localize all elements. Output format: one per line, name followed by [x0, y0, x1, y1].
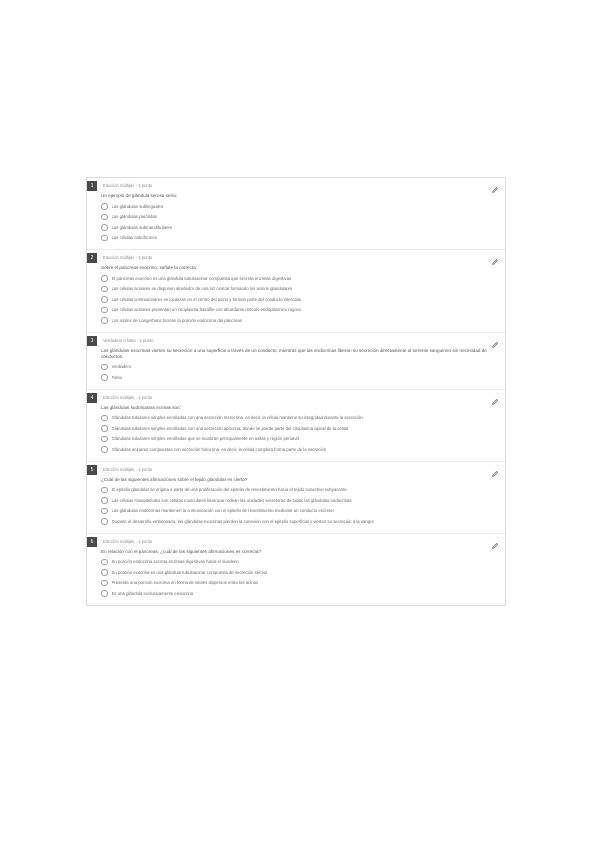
answer-option-label: Las células acinares presentan un citoplasma basófilo con abundante retículo endoplásmico rugoso	[111, 307, 302, 313]
answer-option[interactable]	[87, 372, 505, 383]
question-card	[87, 462, 505, 534]
question-stem: Sobre el páncreas exocrino, señale la correcta:	[101, 265, 198, 270]
answer-option[interactable]	[87, 588, 505, 599]
answer-option[interactable]	[87, 567, 505, 578]
answer-option[interactable]	[87, 284, 505, 295]
answer-option-label: Las células caliciformes	[111, 235, 157, 241]
question-type-label: Elección múltiple · 1 punto	[103, 466, 153, 472]
answer-option-label: Las células acinares se disponen alrededor de una luz central formando los acinos glandulares	[111, 286, 293, 292]
radio-button[interactable]	[101, 559, 108, 566]
edit-pencil-icon[interactable]	[491, 537, 499, 545]
question-card	[87, 534, 505, 605]
answer-option-label: Falso	[111, 374, 123, 380]
radio-button[interactable]	[101, 497, 108, 504]
quiz-form	[86, 177, 506, 606]
answer-option[interactable]	[87, 413, 505, 424]
edit-pencil-icon[interactable]	[491, 253, 499, 261]
radio-button[interactable]	[101, 590, 108, 597]
question-stem: Las glándulas exocrinas vierten su secreción a una superficie a través de un conducto, mientras que las endocrinas liberan su secreción directamente al torrente sanguíneo sin necesidad de conductos.	[101, 347, 487, 359]
edit-pencil-icon[interactable]	[491, 336, 499, 344]
question-header	[87, 393, 505, 404]
radio-button[interactable]	[101, 415, 108, 422]
answer-option[interactable]	[87, 423, 505, 434]
question-card	[87, 250, 505, 333]
answer-option[interactable]	[87, 485, 505, 496]
question-header	[87, 336, 505, 347]
radio-button[interactable]	[101, 569, 108, 576]
answer-option-label: Presenta una porción exocrina en forma de islotes dispersos entre los acinos	[111, 580, 259, 586]
question-number: 3	[87, 336, 97, 346]
question-number: 6	[87, 537, 97, 547]
edit-pencil-icon[interactable]	[491, 181, 499, 189]
answer-option[interactable]	[87, 222, 505, 233]
answer-option[interactable]	[87, 212, 505, 223]
answer-option[interactable]	[87, 557, 505, 568]
radio-button[interactable]	[101, 203, 108, 210]
answer-option-label: Glándulas acinares compuestas con secreción holocrina, es decir, la célula completa forma parte de la secreción	[111, 446, 327, 452]
radio-button[interactable]	[101, 296, 108, 303]
question-type-label: Elección múltiple · 1 punto	[103, 255, 153, 260]
question-card	[87, 178, 505, 250]
question-number: 5	[87, 465, 97, 475]
question-number: 2	[87, 253, 97, 263]
question-type-label: Verdadero o falso · 1 punto	[103, 337, 154, 343]
radio-button[interactable]	[101, 214, 108, 221]
radio-button[interactable]	[101, 286, 108, 293]
answer-option[interactable]	[87, 315, 505, 326]
answer-option-label: Las células mioepiteliales son células musculares lisas que rodean las unidades secretoras de todas las glándulas endocrinas	[111, 497, 352, 503]
question-header	[87, 465, 505, 476]
answer-option-label: Durante el desarrollo embrionario, las glándulas exocrinas pierden la conexión con el epitelio superficial y vierten su secreción a la sangre	[111, 518, 374, 524]
question-card	[87, 333, 505, 390]
answer-option-label: Su porción endocrina secreta enzimas digestivas hacia el duodeno	[111, 559, 239, 565]
answer-option[interactable]	[87, 305, 505, 316]
answer-option-label: Es una glándula exclusivamente endocrina	[111, 590, 194, 596]
answer-option[interactable]	[87, 434, 505, 445]
answer-option[interactable]	[87, 506, 505, 517]
radio-button[interactable]	[101, 436, 108, 443]
answer-option[interactable]	[87, 578, 505, 589]
answer-option-label: Los islotes de Langerhans forman la porción endocrina del páncreas	[111, 317, 242, 323]
answer-option[interactable]	[87, 273, 505, 284]
answer-option[interactable]	[87, 444, 505, 455]
answer-option-label: Las glándulas sublinguales	[111, 203, 164, 209]
radio-button[interactable]	[101, 518, 108, 525]
answer-option[interactable]	[87, 516, 505, 527]
radio-button[interactable]	[101, 446, 108, 453]
answer-option-label: Las glándulas endocrinas mantienen la comunicación con el epitelio de revestimiento mediante un conducto excretor	[111, 508, 334, 514]
question-number: 1	[87, 181, 97, 191]
question-stem: ¿Cuál de las siguientes afirmaciones sobre el tejido glandular es cierta?	[101, 476, 248, 482]
answer-option-label: Glándulas tubulares simples enrolladas con una secreción apocrina, donde se pierde parte del citoplasma apical de la célula	[111, 425, 349, 431]
edit-pencil-icon[interactable]	[491, 465, 499, 473]
answer-option-label: Las células centroacinares se localizan en el centro del acino y forman parte del conducto intercalar	[111, 296, 302, 302]
answer-option[interactable]	[87, 294, 505, 305]
radio-button[interactable]	[101, 307, 108, 314]
question-header	[87, 253, 505, 264]
radio-button[interactable]	[101, 487, 108, 494]
question-stem: Un ejemplo de glándula serosa sería:	[101, 193, 178, 198]
radio-button[interactable]	[101, 275, 108, 282]
answer-option-label: Glándulas tubulares simples enrolladas que se localizan principalmente en axilas y región perianal	[111, 436, 299, 442]
radio-button[interactable]	[101, 364, 108, 371]
answer-option-label: Las glándulas parótidas	[111, 214, 157, 220]
question-card	[87, 390, 505, 462]
question-type-label: Elección múltiple · 1 punto	[103, 538, 153, 544]
question-type-label: Elección múltiple · 1 punto	[103, 394, 153, 400]
answer-option[interactable]	[87, 201, 505, 212]
radio-button[interactable]	[101, 235, 108, 242]
question-type-label: Elección múltiple · 1 punto	[103, 183, 153, 188]
answer-option[interactable]	[87, 362, 505, 373]
question-stem: En relación con el páncreas, ¿cuál de las siguientes afirmaciones es correcta?	[101, 548, 261, 554]
answer-option[interactable]	[87, 495, 505, 506]
radio-button[interactable]	[101, 317, 108, 324]
radio-button[interactable]	[101, 425, 108, 432]
answer-option[interactable]	[87, 233, 505, 244]
question-header	[87, 181, 505, 192]
answer-option-label: Su porción exocrina es una glándula tubuloacinar compuesta de secreción serosa	[111, 569, 268, 575]
answer-option-label: Las glándulas submandibulares	[111, 224, 172, 230]
radio-button[interactable]	[101, 580, 108, 587]
radio-button[interactable]	[101, 508, 108, 515]
radio-button[interactable]	[101, 224, 108, 231]
question-header	[87, 537, 505, 548]
question-stem: Las glándulas sudoríparas ecrinas son:	[101, 404, 181, 410]
question-number: 4	[87, 393, 97, 403]
answer-option-label: El epitelio glandular se origina a partir de una proliferación del epitelio de revestimiento hacia el tejido conectivo subyacente	[111, 487, 347, 493]
edit-pencil-icon[interactable]	[491, 393, 499, 401]
answer-option-label: Glándulas tubulares simples enrolladas con una secreción merocrina, es decir, la célula mantiene su integridad durante la secreción	[111, 415, 363, 421]
answer-option-label: Verdadero	[111, 364, 132, 370]
answer-option-label: El páncreas exocrino es una glándula tubuloacinar compuesta que secreta enzimas digestivas	[111, 275, 292, 281]
radio-button[interactable]	[101, 374, 108, 381]
